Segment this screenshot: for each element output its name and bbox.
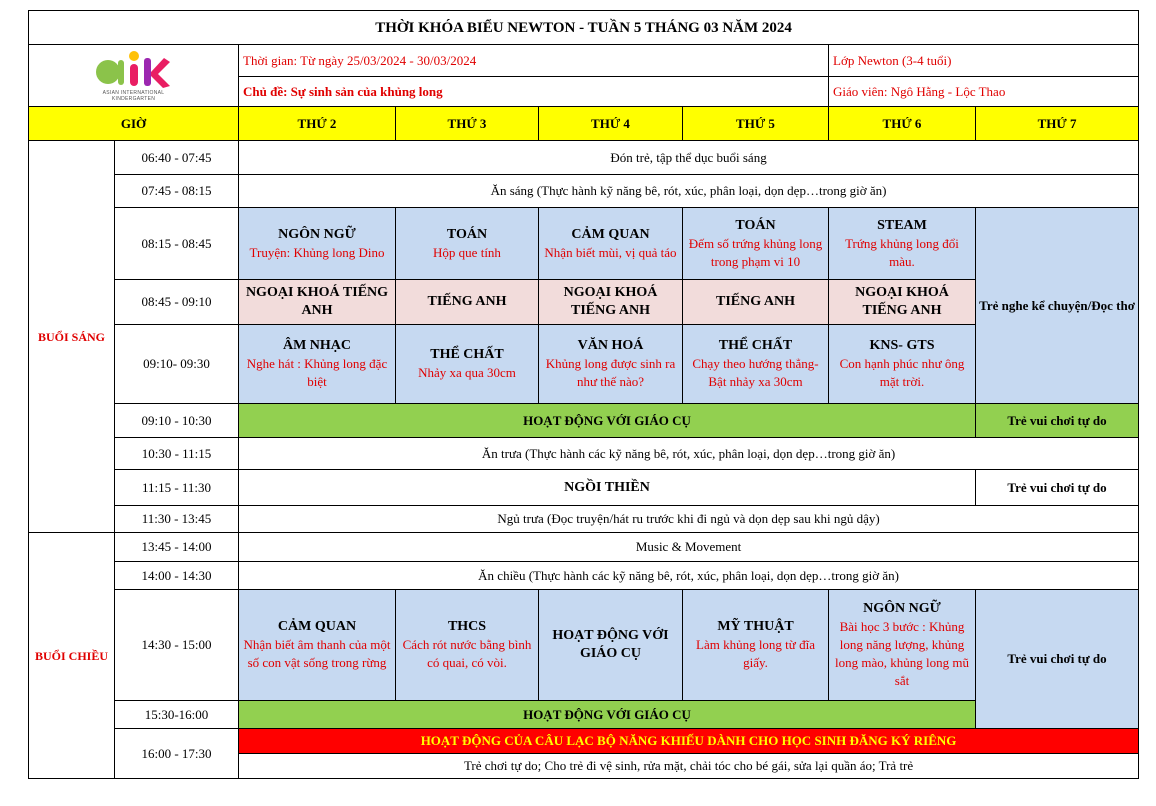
time-cell: 16:00 - 17:30 [115, 729, 239, 779]
session-morning: BUỔI SÁNG [29, 141, 115, 533]
lesson-subject: TOÁN [446, 226, 488, 242]
lesson-subject: CẢM QUAN [277, 619, 357, 634]
activity-club: HOẠT ĐỘNG CỦA CÂU LẠC BỘ NĂNG KHIẾU DÀNH CHO HỌC SINH ĐĂNG KÝ RIÊNG [239, 729, 1139, 754]
logo [31, 50, 236, 102]
lesson-subject: THỂ CHẤT [718, 338, 793, 353]
lesson-desc: Nhận biết mùi, vị quả táo [544, 244, 677, 260]
lesson-desc: Nhận biết âm thanh của một số con vật sống trong rừng [243, 637, 391, 670]
header-day: THỨ 2 [239, 107, 396, 141]
lesson-desc: Nghe hát : Khủng long đặc biệt [246, 356, 388, 389]
time-cell: 15:30-16:00 [115, 701, 239, 729]
logo-line-1: ASIAN INTERNATIONAL [102, 89, 165, 96]
time-cell: 14:30 - 15:00 [115, 590, 239, 701]
activity-welcome: Đón trẻ, tập thể dục buổi sáng [239, 141, 1139, 175]
english-cell: TIẾNG ANH [396, 280, 539, 325]
time-cell: 13:45 - 14:00 [115, 533, 239, 562]
time-cell: 14:00 - 14:30 [115, 562, 239, 590]
lesson-subject: NGÔN NGỮ [278, 226, 356, 242]
english-cell: TIẾNG ANH [683, 280, 829, 325]
lesson-desc: Làm khủng long từ đĩa giấy. [696, 637, 815, 670]
lesson-subject: TOÁN [735, 217, 776, 233]
time-cell: 09:10 - 10:30 [115, 404, 239, 438]
header-day: THỨ 5 [683, 107, 829, 141]
activity-nap: Ngủ trưa (Đọc truyện/hát ru trước khi đi ngủ và dọn dẹp sau khi ngủ dậy) [239, 506, 1139, 533]
lesson-desc: Cách rót nước bằng bình có quai, có vòi. [402, 637, 532, 670]
schedule-table [28, 10, 1139, 779]
saturday-story: Trẻ nghe kể chuyện/Đọc thơ [976, 208, 1139, 404]
lesson-cell [239, 590, 396, 701]
lesson-desc: Con hạnh phúc như ông mặt trời. [839, 356, 965, 389]
lesson-subject: KNS- GTS [869, 338, 935, 353]
lesson-desc: Đếm số trứng khủng long trong phạm vi 10 [688, 235, 823, 269]
lesson-desc: Hộp que tính [433, 244, 501, 260]
activity-music: Music & Movement [239, 533, 1139, 562]
english-cell: NGOẠI KHOÁ TIẾNG ANH [829, 280, 976, 325]
saturday-free-play: Trẻ vui chơi tự do [976, 590, 1139, 729]
lesson-cell [683, 208, 829, 280]
page-title: THỜI KHÓA BIỂU NEWTON - TUẦN 5 THÁNG 03 NĂM 2024 [29, 11, 1139, 45]
lesson-cell [396, 325, 539, 404]
time-cell: 07:45 - 08:15 [115, 175, 239, 208]
activity-teaching-aids: HOẠT ĐỘNG VỚI GIÁO CỤ [239, 404, 976, 438]
lesson-cell [829, 325, 976, 404]
lesson-cell [239, 325, 396, 404]
lesson-subject: ÂM NHẠC [282, 338, 352, 353]
lesson-desc: Chạy theo hướng thẳng- Bật nhảy xa 30cm [692, 356, 819, 389]
lesson-cell [829, 208, 976, 280]
english-cell: NGOẠI KHOÁ TIẾNG ANH [239, 280, 396, 325]
lesson-subject: HOẠT ĐỘNG VỚI GIÁO CỤ [552, 628, 669, 661]
activity-snack: Ăn chiều (Thực hành các kỹ năng bê, rót, xúc, phân loại, dọn dẹp…trong giờ ăn) [239, 562, 1139, 590]
time-cell: 08:45 - 09:10 [115, 280, 239, 325]
lesson-subject: MỸ THUẬT [717, 619, 794, 634]
saturday-free-play: Trẻ vui chơi tự do [976, 470, 1139, 506]
header-day: THỨ 3 [396, 107, 539, 141]
lesson-desc: Bài học 3 bước : Khủng long năng lượng, khủng long mào, khủng long mũ sắt [835, 619, 969, 688]
lesson-cell [396, 208, 539, 280]
teacher: Giáo viên: Ngô Hằng - Lộc Thao [829, 77, 1139, 107]
lesson-subject: CẢM QUAN [571, 226, 650, 242]
topic: Chủ đề: Sự sinh sản của khủng long [239, 77, 829, 107]
lesson-cell [683, 590, 829, 701]
lesson-desc: Nhảy xa qua 30cm [418, 365, 516, 380]
lesson-subject: THCS [447, 619, 487, 634]
activity-lunch: Ăn trưa (Thực hành các kỹ năng bê, rót, xúc, phân loại, dọn dẹp…trong giờ ăn) [239, 438, 1139, 470]
class-name: Lớp Newton (3-4 tuổi) [829, 45, 1139, 77]
lesson-subject: STEAM [877, 217, 927, 233]
session-afternoon: BUỔI CHIỀU [29, 533, 115, 779]
activity-meditation: NGỒI THIỀN [239, 470, 976, 506]
activity-breakfast: Ăn sáng (Thực hành kỹ năng bê, rót, xúc, phân loại, dọn dẹp…trong giờ ăn) [239, 175, 1139, 208]
activity-closing: Trẻ chơi tự do; Cho trẻ đi vệ sinh, rửa mặt, chải tóc cho bé gái, sửa lại quần áo; Trả trẻ [239, 754, 1139, 779]
time-cell: 11:30 - 13:45 [115, 506, 239, 533]
lesson-cell [539, 208, 683, 280]
time-cell: 06:40 - 07:45 [115, 141, 239, 175]
activity-teaching-aids: HOẠT ĐỘNG VỚI GIÁO CỤ [239, 701, 976, 729]
lesson-subject: VĂN HOÁ [577, 338, 644, 353]
english-cell: NGOẠI KHOÁ TIẾNG ANH [539, 280, 683, 325]
header-day: THỨ 6 [829, 107, 976, 141]
lesson-cell [539, 325, 683, 404]
lesson-cell [239, 208, 396, 280]
saturday-free-play: Trẻ vui chơi tự do [976, 404, 1139, 438]
header-day: THỨ 4 [539, 107, 683, 141]
lesson-cell [683, 325, 829, 404]
lesson-subject: THỂ CHẤT [430, 347, 504, 362]
lesson-cell [829, 590, 976, 701]
logo-line-2: KINDERGARTEN [111, 95, 156, 102]
header-day: THỨ 7 [976, 107, 1139, 141]
header-time: GIỜ [29, 107, 239, 141]
aik-logo-icon [94, 50, 174, 90]
lesson-desc: Trứng khủng long đổi màu. [845, 235, 959, 269]
time-cell: 09:10- 09:30 [115, 325, 239, 404]
logo-cell [29, 45, 239, 107]
lesson-desc: Khủng long được sinh ra như thế nào? [545, 356, 676, 389]
lesson-cell [539, 590, 683, 701]
time-cell: 11:15 - 11:30 [115, 470, 239, 506]
lesson-subject: NGÔN NGỮ [863, 601, 941, 616]
time-cell: 10:30 - 11:15 [115, 438, 239, 470]
lesson-cell [396, 590, 539, 701]
date-range: Thời gian: Từ ngày 25/03/2024 - 30/03/2024 [239, 45, 829, 77]
lesson-desc: Truyện: Khủng long Dino [249, 244, 385, 260]
time-cell: 08:15 - 08:45 [115, 208, 239, 280]
